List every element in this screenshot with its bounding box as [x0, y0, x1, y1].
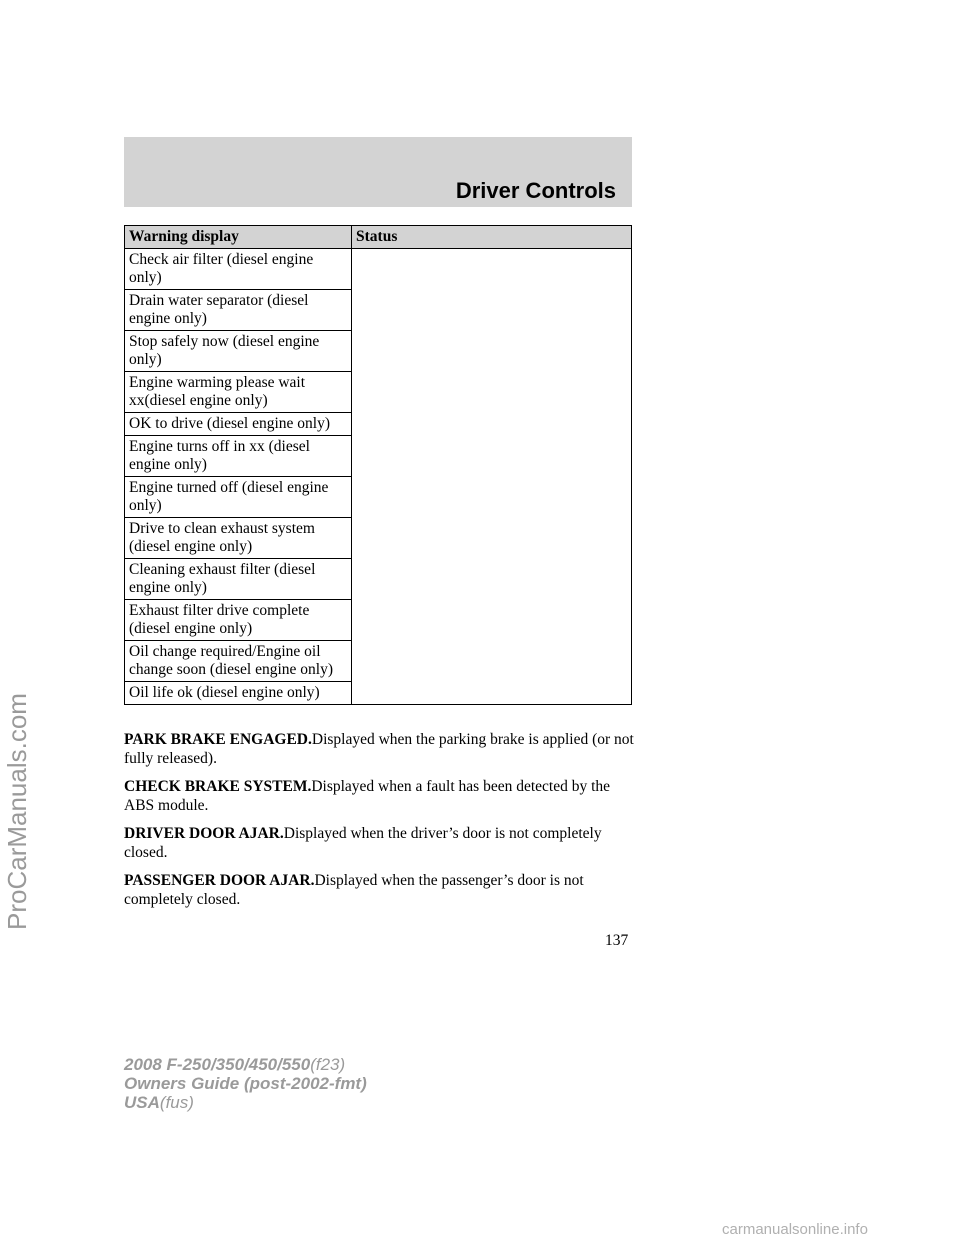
- document-footer: [124, 1055, 367, 1112]
- term-passenger-door: PASSENGER DOOR AJAR.: [124, 872, 315, 889]
- footer-model: 2008 F-250/350/450/550: [124, 1055, 311, 1074]
- footer-region: USA: [124, 1093, 160, 1112]
- footer-line-2: Owners Guide (post-2002-fmt): [124, 1074, 367, 1093]
- warning-cell: OK to drive (diesel engine only): [125, 413, 352, 436]
- table-row: [125, 249, 632, 290]
- footer-region-code: (fus): [159, 1093, 194, 1112]
- warning-cell: Cleaning exhaust filter (diesel engine only): [125, 559, 352, 600]
- warning-cell: Engine warming please wait xx(diesel engine only): [125, 372, 352, 413]
- warning-display-table: [124, 225, 632, 705]
- desc-passenger-door: Displayed when the passenger’s door is not completely closed.: [124, 872, 584, 908]
- section-title: Driver Controls: [455, 178, 616, 203]
- paragraph-driver-door: [124, 824, 636, 862]
- term-park-brake: PARK BRAKE ENGAGED.: [124, 731, 312, 748]
- paragraph-passenger-door: [124, 871, 636, 909]
- paragraph-park-brake: [124, 730, 636, 768]
- page-number: 137: [605, 932, 629, 949]
- side-watermark: ProCarManuals.com: [2, 693, 32, 930]
- warning-cell: Check air filter (diesel engine only): [125, 249, 352, 290]
- warning-cell: Drain water separator (diesel engine only): [125, 290, 352, 331]
- column-header-warning: Warning display: [125, 226, 352, 249]
- term-driver-door: DRIVER DOOR AJAR.: [124, 825, 284, 842]
- warning-cell: Drive to clean exhaust system (diesel engine only): [125, 518, 352, 559]
- section-header: [124, 137, 632, 207]
- warning-cell: Engine turns off in xx (diesel engine only): [125, 436, 352, 477]
- warning-cell: Oil life ok (diesel engine only): [125, 682, 352, 705]
- warning-cell: Oil change required/Engine oil change soon (diesel engine only): [125, 641, 352, 682]
- warning-cell: Stop safely now (diesel engine only): [125, 331, 352, 372]
- table-header-row: [125, 226, 632, 249]
- term-check-brake: CHECK BRAKE SYSTEM.: [124, 778, 312, 795]
- status-cell: [352, 249, 632, 705]
- footer-line-1: [124, 1055, 367, 1074]
- desc-driver-door: Displayed when the driver’s door is not completely closed.: [124, 825, 602, 861]
- paragraph-check-brake: [124, 777, 636, 815]
- desc-check-brake: Displayed when a fault has been detected by the ABS module.: [124, 778, 611, 814]
- footer-line-3: [124, 1093, 367, 1112]
- column-header-status: Status: [352, 226, 632, 249]
- footer-model-code: (f23): [310, 1055, 346, 1074]
- warning-cell: Exhaust filter drive complete (diesel engine only): [125, 600, 352, 641]
- desc-park-brake: Displayed when the parking brake is applied (or not fully released).: [124, 731, 634, 767]
- warning-cell: Engine turned off (diesel engine only): [125, 477, 352, 518]
- bottom-watermark: carmanualsonline.info: [722, 1221, 868, 1238]
